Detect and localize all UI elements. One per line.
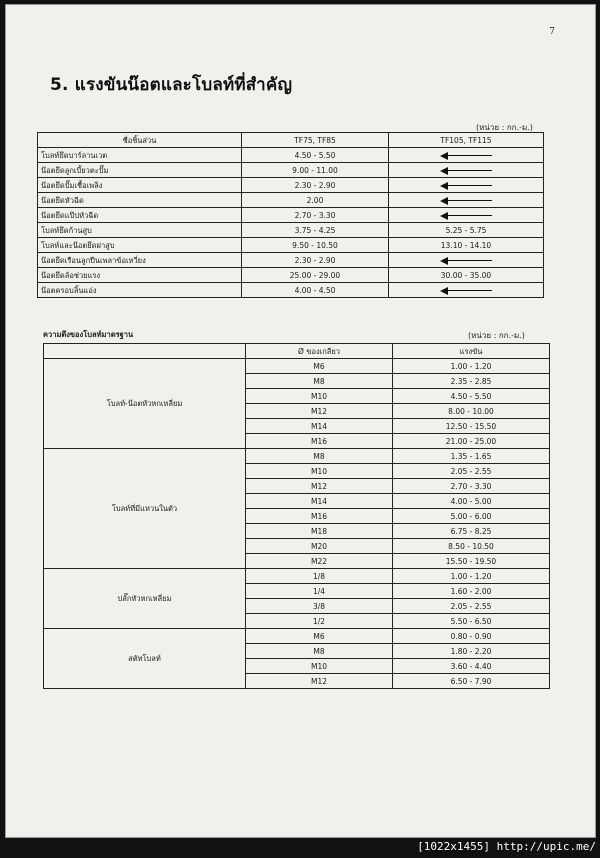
table-row [38, 223, 544, 238]
table-row [38, 253, 544, 268]
table-body [38, 148, 544, 298]
table-row [38, 163, 544, 178]
part-name-cell: น๊อตยึดปั๊มเชื้อเพลิง [38, 178, 242, 193]
same-as-left-arrow [389, 283, 544, 298]
thread-size-cell: 1/4 [246, 584, 393, 599]
thread-size-cell: M20 [246, 539, 393, 554]
torque-cell: 1.00 - 1.20 [393, 359, 550, 374]
header-part-name: ชื่อชิ้นส่วน [38, 133, 242, 148]
part-name-cell: โบลท์ยึดก้านสูบ [38, 223, 242, 238]
header-torque: แรงขัน [393, 344, 550, 359]
table-row [38, 148, 544, 163]
torque-cell: 12.50 - 15.50 [393, 419, 550, 434]
header-type [44, 344, 246, 359]
torque-cell: 1.80 - 2.20 [393, 644, 550, 659]
torque-cell: 5.50 - 6.50 [393, 614, 550, 629]
unit-label-2: (หน่วย : กก.-ม.) [468, 331, 525, 340]
same-as-left-arrow [389, 208, 544, 223]
left-arrow-icon [440, 182, 492, 190]
section-title: 5. แรงขันน๊อตและโบลท์ที่สำคัญ [50, 75, 293, 95]
table-row [38, 208, 544, 223]
same-as-left-arrow [389, 193, 544, 208]
thread-size-cell: M6 [246, 359, 393, 374]
thread-size-cell: M12 [246, 404, 393, 419]
torque-cell: 2.70 - 3.30 [393, 479, 550, 494]
left-arrow-icon [440, 212, 492, 220]
torque-table-main [37, 132, 544, 298]
table-row [44, 569, 550, 584]
torque-model-a-cell: 9.00 - 11.00 [242, 163, 389, 178]
standard-bolt-heading: ความตึงของโบลท์มาตรฐาน [43, 330, 134, 339]
torque-cell: 1.60 - 2.00 [393, 584, 550, 599]
part-name-cell: น๊อตยึดลูกเบี้ยวตะปั๊ม [38, 163, 242, 178]
torque-cell: 4.50 - 5.50 [393, 389, 550, 404]
table-header-row [38, 133, 544, 148]
page-number: 7 [549, 27, 555, 37]
same-as-left-arrow [389, 163, 544, 178]
torque-cell: 2.35 - 2.85 [393, 374, 550, 389]
torque-model-a-cell: 9.50 - 10.50 [242, 238, 389, 253]
table-body [44, 359, 550, 689]
thread-size-cell: M12 [246, 674, 393, 689]
same-as-left-arrow [389, 178, 544, 193]
bolt-type-cell: โบลท์-น๊อตหัวหกเหลี่ยม [44, 359, 246, 449]
torque-model-a-cell: 3.75 - 4.25 [242, 223, 389, 238]
torque-cell: 4.00 - 5.00 [393, 494, 550, 509]
table-header-row [44, 344, 550, 359]
torque-model-b-cell: 30.00 - 35.00 [389, 268, 544, 283]
thread-size-cell: M10 [246, 464, 393, 479]
table-row [38, 283, 544, 298]
torque-cell: 8.50 - 10.50 [393, 539, 550, 554]
torque-model-a-cell: 2.70 - 3.30 [242, 208, 389, 223]
part-name-cell: น๊อตยึดล้อช่วยแรง [38, 268, 242, 283]
torque-cell: 3.60 - 4.40 [393, 659, 550, 674]
part-name-cell: โบลท์ยึดบาร์ลานเวต [38, 148, 242, 163]
torque-cell: 2.05 - 2.55 [393, 599, 550, 614]
torque-model-a-cell: 2.30 - 2.90 [242, 253, 389, 268]
left-arrow-icon [440, 152, 492, 160]
document-page [5, 4, 596, 838]
part-name-cell: น๊อตยึดเรือนลูกปืนเพลาข้อเหวี่ยง [38, 253, 242, 268]
torque-cell: 1.00 - 1.20 [393, 569, 550, 584]
part-name-cell: โบลท์และน๊อตยึดฝาสูบ [38, 238, 242, 253]
torque-cell: 0.80 - 0.90 [393, 629, 550, 644]
same-as-left-arrow [389, 253, 544, 268]
torque-model-b-cell: 5.25 - 5.75 [389, 223, 544, 238]
header-model-b: TF105, TF115 [389, 133, 544, 148]
torque-cell: 2.05 - 2.55 [393, 464, 550, 479]
part-name-cell: น๊อตยึดแป๊ปหัวฉีด [38, 208, 242, 223]
torque-model-a-cell: 2.00 [242, 193, 389, 208]
thread-size-cell: M16 [246, 434, 393, 449]
table-row [44, 449, 550, 464]
thread-size-cell: 3/8 [246, 599, 393, 614]
table-row [38, 268, 544, 283]
part-name-cell: น๊อตครอบลิ้นแอ่ง [38, 283, 242, 298]
thread-size-cell: M16 [246, 509, 393, 524]
table-row [44, 359, 550, 374]
torque-cell: 6.50 - 7.90 [393, 674, 550, 689]
torque-model-a-cell: 25.00 - 29.00 [242, 268, 389, 283]
thread-size-cell: M10 [246, 389, 393, 404]
left-arrow-icon [440, 257, 492, 265]
torque-cell: 1.35 - 1.65 [393, 449, 550, 464]
torque-cell: 15.50 - 19.50 [393, 554, 550, 569]
torque-cell: 5.00 - 6.00 [393, 509, 550, 524]
thread-size-cell: M8 [246, 374, 393, 389]
header-model-a: TF75, TF85 [242, 133, 389, 148]
unit-label-1: (หน่วย : กก.-ม.) [476, 123, 533, 132]
torque-cell: 6.75 - 8.25 [393, 524, 550, 539]
torque-model-a-cell: 4.00 - 4.50 [242, 283, 389, 298]
thread-size-cell: M22 [246, 554, 393, 569]
thread-size-cell: M14 [246, 419, 393, 434]
thread-size-cell: M8 [246, 449, 393, 464]
table-row [38, 193, 544, 208]
thread-size-cell: M8 [246, 644, 393, 659]
standard-bolt-table [43, 343, 550, 689]
thread-size-cell: 1/8 [246, 569, 393, 584]
torque-model-a-cell: 2.30 - 2.90 [242, 178, 389, 193]
table-row [38, 178, 544, 193]
table-row [44, 629, 550, 644]
torque-model-b-cell: 13.10 - 14.10 [389, 238, 544, 253]
left-arrow-icon [440, 287, 492, 295]
image-size-stamp: [1022x1455] http://upic.me/ [417, 840, 596, 853]
torque-cell: 8.00 - 10.00 [393, 404, 550, 419]
torque-cell: 21.00 - 25.00 [393, 434, 550, 449]
bolt-type-cell: สตัทโบลท์ [44, 629, 246, 689]
thread-size-cell: M12 [246, 479, 393, 494]
thread-size-cell: M18 [246, 524, 393, 539]
thread-size-cell: 1/2 [246, 614, 393, 629]
torque-model-a-cell: 4.50 - 5.50 [242, 148, 389, 163]
thread-size-cell: M10 [246, 659, 393, 674]
same-as-left-arrow [389, 148, 544, 163]
header-thread: Ø ของเกลียว [246, 344, 393, 359]
left-arrow-icon [440, 197, 492, 205]
bolt-type-cell: ปลั๊กหัวหกเหลี่ยม [44, 569, 246, 629]
thread-size-cell: M6 [246, 629, 393, 644]
bolt-type-cell: โบลท์ที่มีแหวนในตัว [44, 449, 246, 569]
left-arrow-icon [440, 167, 492, 175]
table-row [38, 238, 544, 253]
thread-size-cell: M14 [246, 494, 393, 509]
part-name-cell: น๊อตยึดหัวฉีด [38, 193, 242, 208]
